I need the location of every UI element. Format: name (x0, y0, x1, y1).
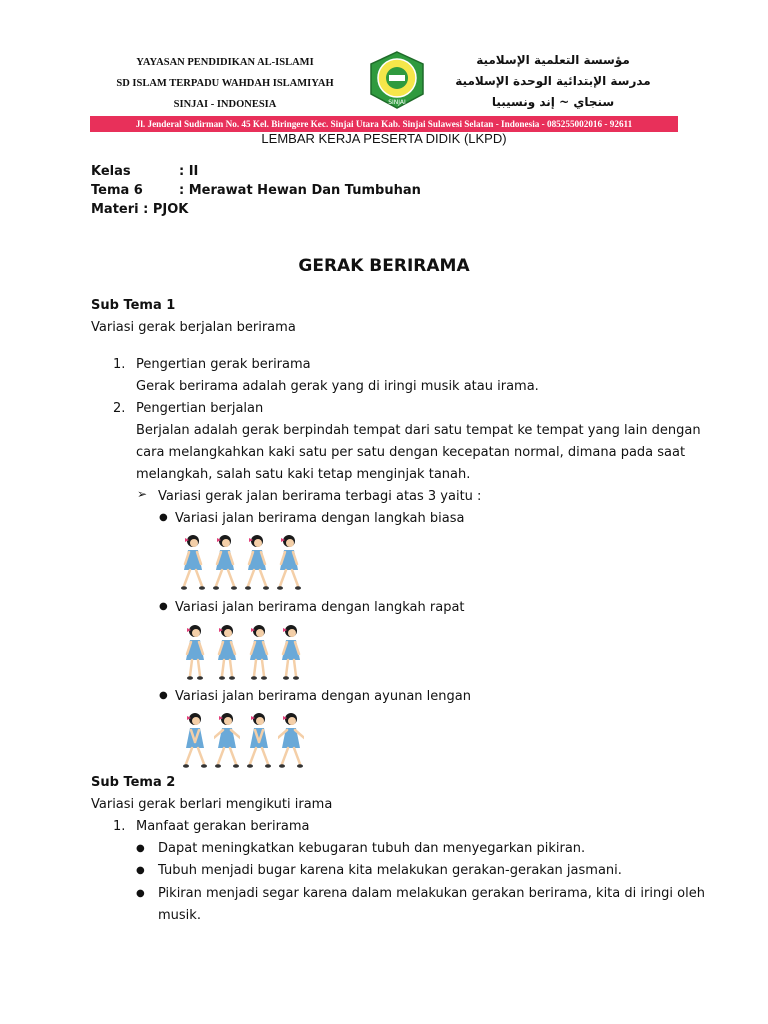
benefit-bullet: Pikiran menjadi segar karena dalam melakukan gerakan berirama, kita di iringi oleh (158, 886, 705, 901)
meta-key: Kelas (91, 164, 131, 179)
list-number: 1. (113, 357, 126, 372)
benefit-bullet: Dapat meningkatkan kebugaran tubuh dan menyegarkan pikiran. (158, 841, 586, 856)
sub2-title: Sub Tema 2 (91, 775, 176, 790)
foundation-name-latin (90, 52, 360, 115)
variation-label: Variasi jalan berirama dengan langkah rapat (175, 600, 465, 615)
bullet-icon: ● (136, 888, 145, 899)
letterhead (90, 46, 678, 132)
girl-figure-icon (214, 622, 240, 682)
foundation-name-arabic (428, 50, 678, 113)
letterhead-left-line: SD ISLAM TERPADU WAHDAH ISLAMIYAH (116, 78, 334, 89)
meta-value: : Merawat Hewan Dan Tumbuhan (179, 183, 421, 198)
girl-figure-icon (180, 532, 206, 592)
item2-line: Berjalan adalah gerak berpindah tempat dari satu tempat ke tempat yang lain dengan (136, 423, 701, 438)
girl-figure-icon (246, 622, 272, 682)
girl-figure-icon (246, 710, 272, 770)
letterhead-left-line: YAYASAN PENDIDIKAN AL-ISLAMI (136, 57, 314, 68)
walking-figures-illustration (180, 532, 302, 592)
letterhead-left-line: SINJAI - INDONESIA (173, 99, 277, 110)
sub2-subtitle: Variasi gerak berlari mengikuti irama (91, 797, 333, 812)
walking-figures-illustration (182, 710, 304, 770)
letterhead-right-line: مدرسة الإبتدائية الوحدة الإسلامية (455, 74, 651, 88)
girl-figure-icon (278, 710, 304, 770)
letterhead-right-line: سنجاي ~ إند ونسيبيا (491, 95, 615, 109)
bullet-icon: ● (159, 690, 168, 701)
meta-value: : II (179, 164, 199, 179)
variation-label: Variasi jalan berirama dengan langkah biasa (175, 511, 465, 526)
sub2-item1-title: Manfaat gerakan berirama (136, 819, 310, 834)
item1-text: Gerak berirama adalah gerak yang di iringi musik atau irama. (136, 379, 539, 394)
variation-label: Variasi jalan berirama dengan ayunan lengan (175, 689, 471, 704)
list-number: 1. (113, 819, 126, 834)
walking-figures-illustration (182, 622, 304, 682)
document-title: LEMBAR KERJA PESERTA DIDIK (LKPD) (261, 131, 507, 146)
benefit-bullet: musik. (158, 908, 201, 923)
arrow-bullet-icon: ➢ (137, 487, 148, 501)
bullet-icon: ● (136, 865, 145, 876)
sub1-title: Sub Tema 1 (91, 298, 176, 313)
main-heading: GERAK BERIRAMA (298, 256, 470, 276)
bullet-icon: ● (159, 512, 168, 523)
logo-text: SINJAI (388, 99, 406, 106)
bullet-icon: ● (159, 601, 168, 612)
girl-figure-icon (182, 710, 208, 770)
meta-row-tema (91, 183, 421, 198)
sub1-subtitle: Variasi gerak berjalan berirama (91, 320, 296, 335)
girl-figure-icon (244, 532, 270, 592)
address-bar: Jl. Jenderal Sudirman No. 45 Kel. Biringere Kec. Sinjai Utara Kab. Sinjai Sulawesi Selatan - Indonesia - 085255002016 - 92611 (90, 116, 678, 132)
girl-figure-icon (212, 532, 238, 592)
girl-figure-icon (276, 532, 302, 592)
meta-key: Materi : PJOK (91, 202, 189, 217)
benefit-bullet: Tubuh menjadi bugar karena kita melakukan gerakan-gerakan jasmani. (158, 863, 622, 878)
bullet-icon: ● (136, 843, 145, 854)
meta-key: Tema 6 (91, 183, 143, 198)
item1-title: Pengertian gerak berirama (136, 357, 311, 372)
meta-row-materi (91, 202, 188, 217)
meta-row-kelas (91, 164, 198, 179)
item2-title: Pengertian berjalan (136, 401, 264, 416)
item2-line: melangkah, salah satu kaki tetap menginjak tanah. (136, 467, 471, 482)
item2-line: cara melangkahkan kaki satu per satu dengan kecepatan normal, dimana pada saat (136, 445, 686, 460)
list-number: 2. (113, 401, 126, 416)
girl-figure-icon (214, 710, 240, 770)
girl-figure-icon (278, 622, 304, 682)
girl-figure-icon (182, 622, 208, 682)
letterhead-right-line: مؤسسة التعلمية الإسلامية (476, 53, 630, 67)
arrow-text: Variasi gerak jalan berirama terbagi atas 3 yaitu : (158, 489, 482, 504)
school-logo (365, 50, 429, 110)
